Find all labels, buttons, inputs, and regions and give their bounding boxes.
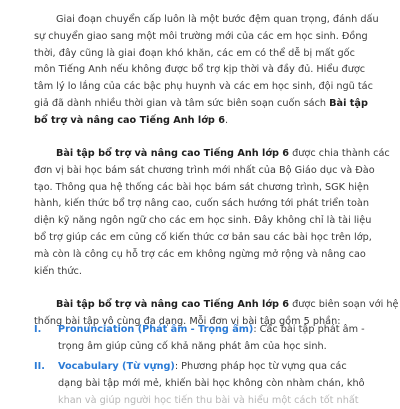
text-line: diện kỹ năng ngôn ngữ cho các em học sinh. Đây không chỉ là tài liệu <box>34 215 372 227</box>
text-fragment: được chia thành các <box>289 148 390 159</box>
text-line: môn Tiếng Anh nếu không được bổ trợ kịp thời và đầy đủ. Hiểu được <box>34 64 366 76</box>
book-title-bold: bổ trợ và nâng cao Tiếng Anh lớp 6 <box>34 114 225 126</box>
text-line: Giai đoạn chuyển cấp luôn là một bước đệm quan trọng, đánh dấu <box>56 14 379 25</box>
list-item-vocabulary <box>34 359 384 409</box>
text-line: tâm lý lo lắng của các bậc phụ huynh và các em học sinh, đội ngũ tác <box>34 81 373 93</box>
list-item-first-line <box>34 361 347 372</box>
text-fragment: được biên soạn với hệ <box>289 299 399 310</box>
text-fragment: . <box>224 114 229 126</box>
book-title-bold: Bài tập bổ trợ và nâng cao Tiếng Anh lớp 6 <box>56 299 290 310</box>
text-line: đơn vị bài học bám sát chương trình mới nhất của Bộ Giáo dục và Đào <box>34 164 375 176</box>
text-line <box>34 146 390 163</box>
text-line: bổ trợ giúp các em củng cố kiến thức cơ bản sau các bài học trên lớp, <box>34 231 372 243</box>
list-term: Pronunciation (Phát âm - Trọng âm) <box>58 324 254 335</box>
text-line: kiến thức. <box>34 265 82 277</box>
text-line: thống bài tập vô cùng đa dạng. Mỗi đơn vị bài tập gồm 5 phần: <box>34 315 341 327</box>
text-line <box>34 113 374 130</box>
text-line: khan và giúp người học tiến thu bài và hiểu một cách tốt nhất <box>58 394 359 406</box>
text-line: tạo. Thông qua hệ thống các bài học bám sát chương trình, SGK hiện <box>34 181 370 193</box>
text-fragment: : Các bài tập phát âm - <box>253 324 365 335</box>
text-line: sự chuyển giao sang một môi trường mới của các em học sinh. Đồng <box>34 30 368 42</box>
text-fragment: giả đã dành nhiều thời gian và tâm sức biên soạn cuốn sách <box>34 97 327 109</box>
text-line: thời, đây cũng là giai đoạn khó khăn, các em có thể dễ bị mất gốc <box>34 47 355 59</box>
list-item-first-line <box>34 324 365 335</box>
overview-paragraph <box>34 146 390 280</box>
text-line <box>34 297 399 314</box>
text-line: dạng bài tập mới mẻ, khiến bài học không còn nhàm chán, khô <box>58 377 365 389</box>
text-line: hành, kiến thức bổ trợ nâng cao, cuốn sách hướng tới phát triển toàn <box>34 198 369 210</box>
text-fragment: : Phương pháp học từ vựng qua các <box>174 361 347 372</box>
intro-paragraph <box>34 12 379 130</box>
text-line: trọng âm giúp củng cố khả năng phát âm của học sinh. <box>58 340 327 352</box>
list-marker: II. <box>34 361 45 372</box>
text-line: mà còn là công cụ hỗ trợ các em không ngừng mở rộng và nâng cao <box>34 248 366 260</box>
list-marker: I. <box>34 324 42 335</box>
book-title-bold: Bài tập bổ trợ và nâng cao Tiếng Anh lớp 6 <box>56 148 290 159</box>
list-item-pronunciation <box>34 322 384 356</box>
book-title-bold: Bài tập <box>329 97 368 109</box>
text-line <box>34 96 374 113</box>
list-term: Vocabulary (Từ vựng) <box>58 361 175 372</box>
